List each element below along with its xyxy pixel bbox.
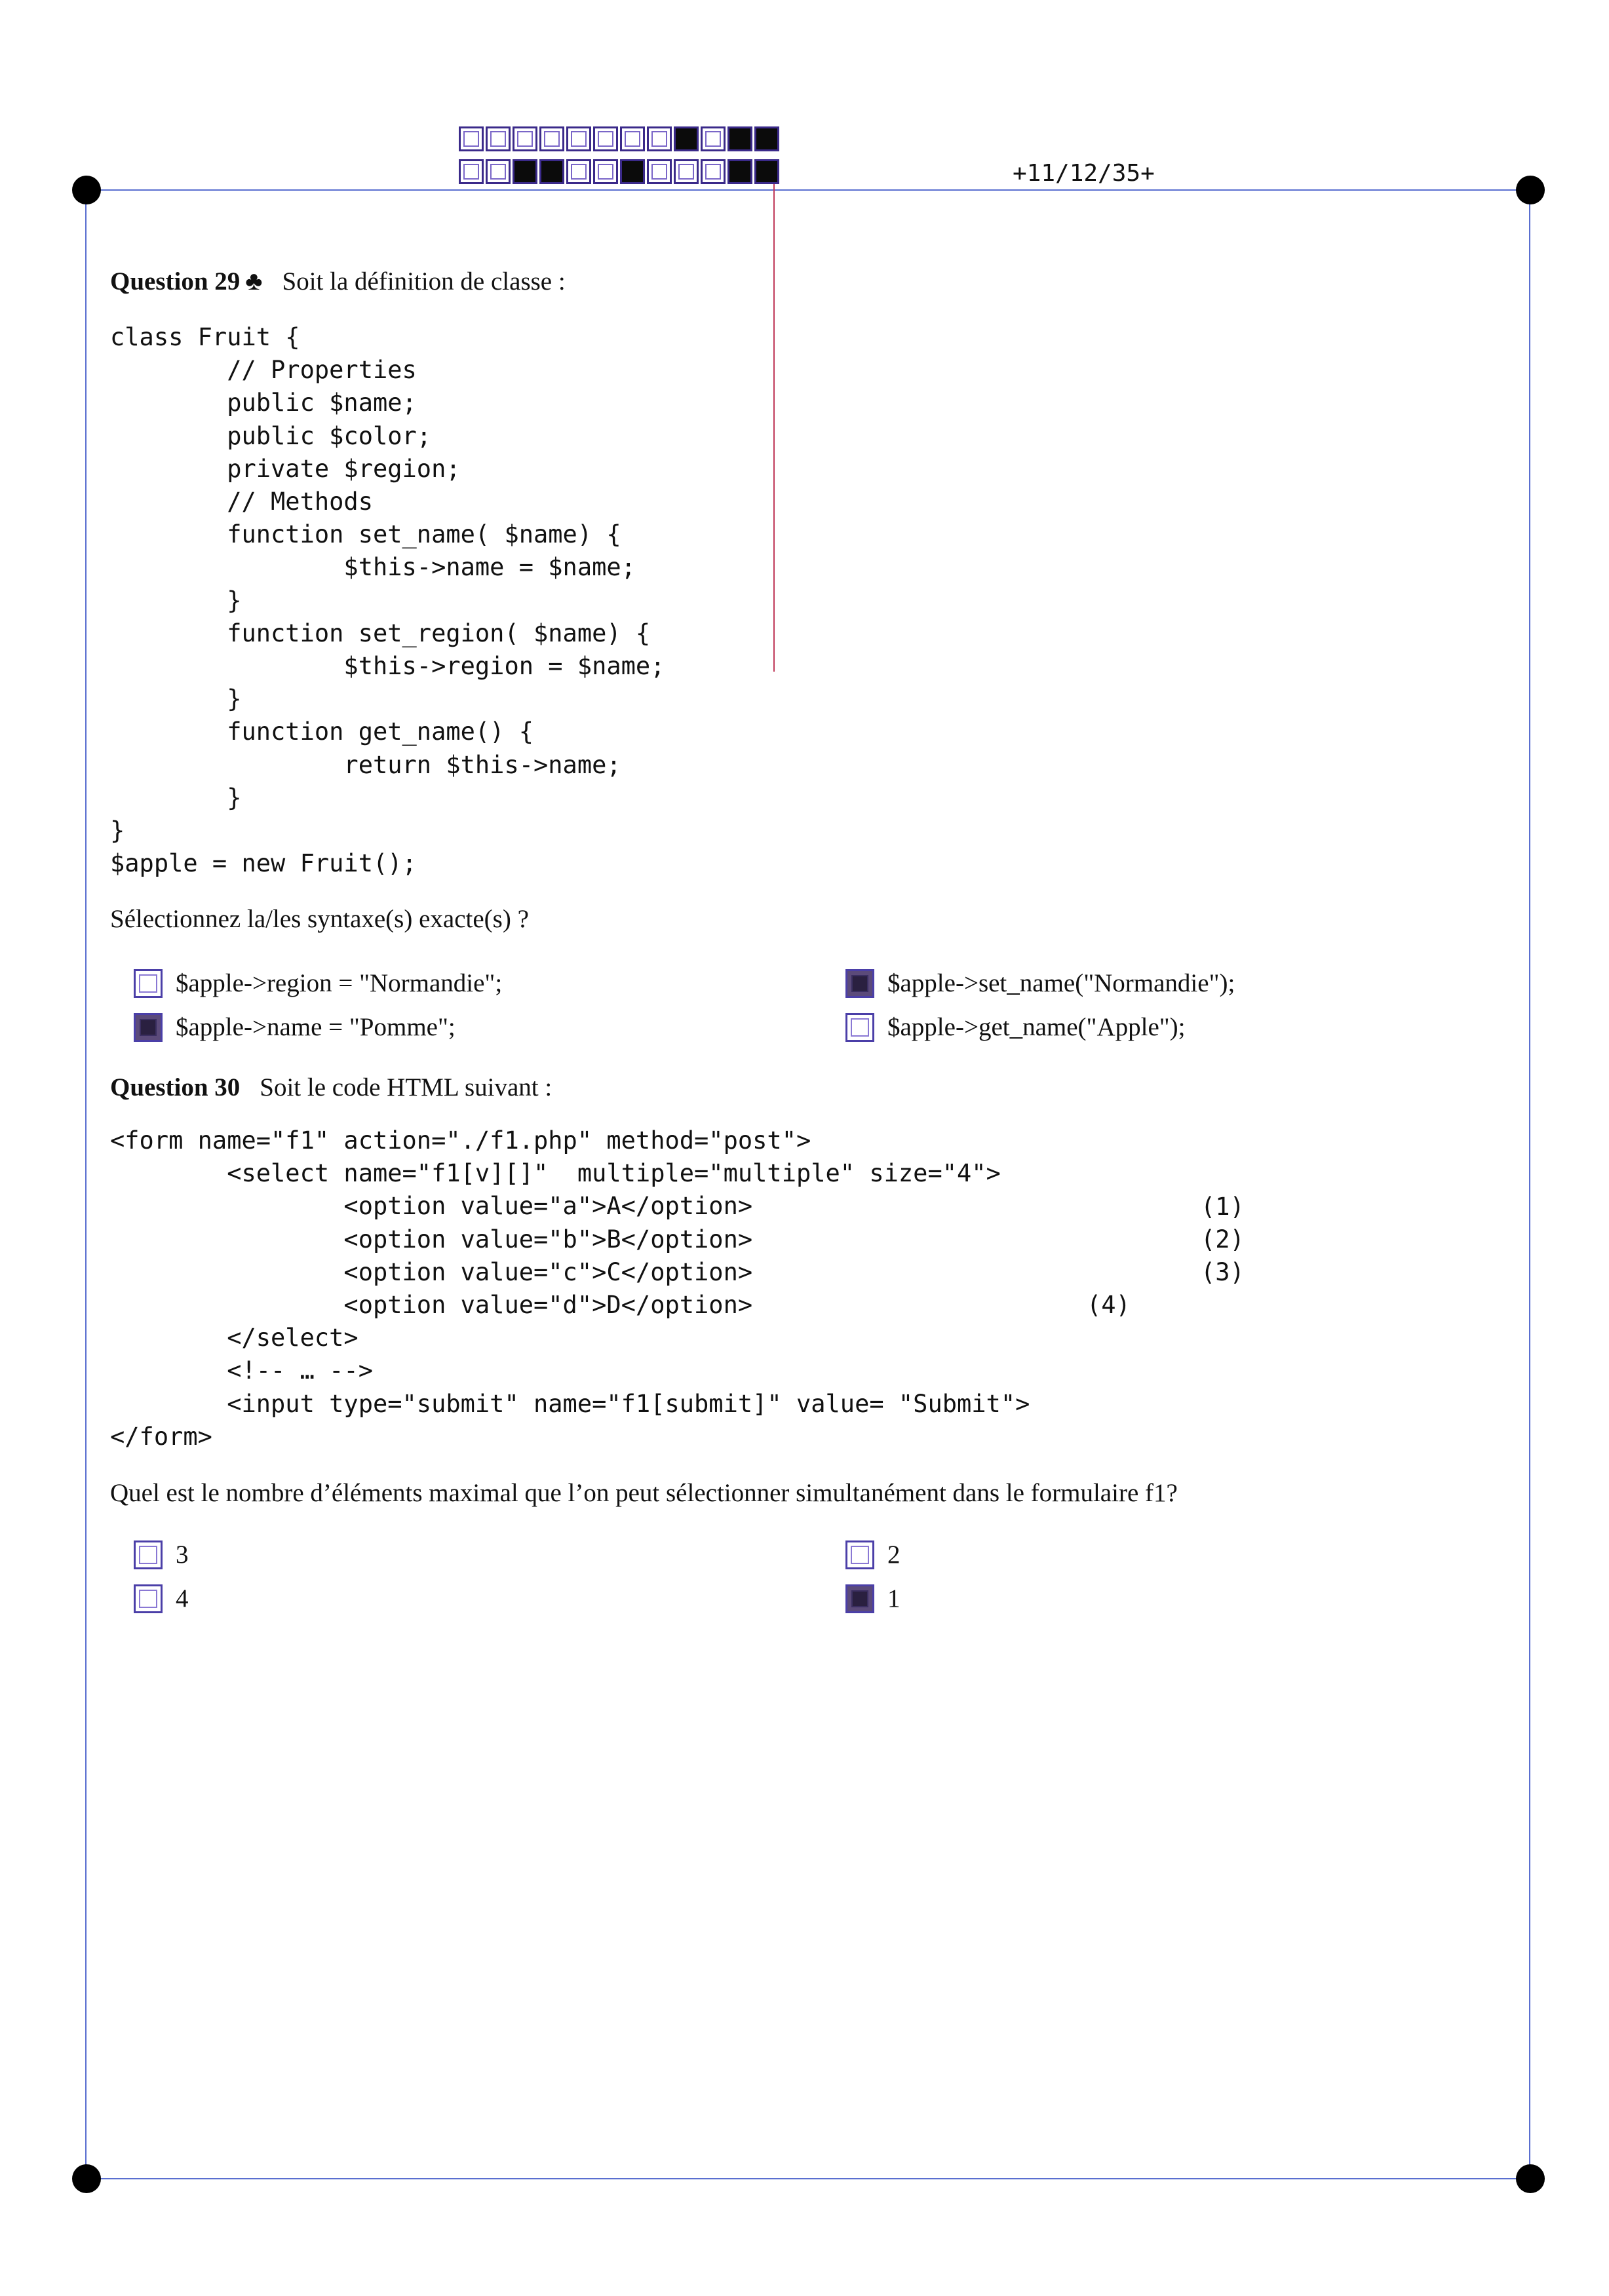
question-intro: Soit le code HTML suivant :	[260, 1073, 552, 1101]
barcode-cell-filled	[513, 159, 537, 184]
checkbox[interactable]	[134, 1540, 163, 1569]
answer-label: $apple->set_name("Normandie");	[887, 969, 1235, 997]
barcode-cell-empty	[539, 126, 564, 151]
q29-answer-4[interactable]	[845, 1012, 1186, 1042]
question-intro: Soit la définition de classe :	[282, 267, 566, 296]
answer-label: 3	[176, 1540, 189, 1569]
q29-answer-3[interactable]	[134, 1012, 456, 1042]
frame-top-line	[85, 189, 1530, 191]
corner-mark-bottom-left	[72, 2164, 101, 2193]
answer-label: $apple->region = "Normandie";	[176, 969, 503, 997]
checkbox[interactable]	[134, 969, 163, 998]
barcode-cell-empty	[459, 126, 484, 151]
question-number: Question 30	[110, 1073, 241, 1101]
q30-answer-3[interactable]	[134, 1584, 189, 1613]
q30-code-block: <form name="f1" action="./f1.php" method="post"> <select name="f1[v][]" multiple="multiple" size="4"> <option value="a">A</option> <option value="b">B</option> <option value="c">C</option> <option value="d">D</option> </select> <!-- … --> <input type="submit" name="f1[submit]" value= "Submit"> </form>	[110, 1126, 1030, 1451]
code-marker-2: (2)	[1201, 1225, 1245, 1253]
answer-label: $apple->name = "Pomme";	[176, 1013, 456, 1041]
corner-mark-bottom-right	[1516, 2164, 1545, 2193]
club-icon: ♣	[245, 266, 263, 296]
question-number: Question 29	[110, 267, 241, 296]
barcode-cell-empty	[486, 126, 511, 151]
barcode-cell-empty	[701, 126, 726, 151]
question-30-title	[110, 1073, 552, 1102]
checkbox[interactable]	[845, 1013, 874, 1042]
frame-left-line	[85, 189, 87, 2179]
barcode-cell-empty	[647, 126, 672, 151]
code-marker-4: (4)	[1087, 1291, 1131, 1319]
frame-right-line	[1529, 189, 1530, 2179]
barcode-top-row	[459, 126, 781, 151]
q30-prompt: Quel est le nombre d’éléments maximal que l’on peut sélectionner simultanément dans le formulaire f1?	[110, 1479, 1178, 1507]
barcode-cell-empty	[566, 159, 591, 184]
barcode-cell-empty	[593, 126, 618, 151]
barcode-cell-empty	[486, 159, 511, 184]
barcode-cell-empty	[459, 159, 484, 184]
checkbox-checked[interactable]	[845, 969, 874, 998]
barcode-cell-empty	[593, 159, 618, 184]
barcode-guide-line	[773, 177, 775, 672]
corner-mark-top-left	[72, 176, 101, 204]
answer-label: $apple->get_name("Apple");	[887, 1013, 1186, 1041]
q30-answer-1[interactable]	[134, 1540, 189, 1569]
frame-bottom-line	[85, 2178, 1530, 2179]
barcode-cell-filled	[754, 126, 779, 151]
barcode-cell-filled	[539, 159, 564, 184]
answer-label: 1	[887, 1584, 901, 1613]
q29-code-block: class Fruit { // Properties public $name; public $color; private $region; // Methods function set_name( $name) { $this->name = $name; } function set_region( $name) { $this->region = $name; } function get_name() { return $this->name; } } $apple = new Fruit();	[110, 323, 665, 878]
code-marker-3: (3)	[1201, 1258, 1245, 1286]
barcode-cell-filled	[727, 159, 752, 184]
barcode-cell-filled	[754, 159, 779, 184]
checkbox-checked[interactable]	[134, 1013, 163, 1042]
checkbox[interactable]	[845, 1540, 874, 1569]
q29-prompt: Sélectionnez la/les syntaxe(s) exacte(s) ?	[110, 905, 529, 933]
barcode-cell-filled	[727, 126, 752, 151]
corner-mark-top-right	[1516, 176, 1545, 204]
checkbox-checked[interactable]	[845, 1584, 874, 1613]
q29-answer-1[interactable]	[134, 968, 502, 998]
answer-label: 4	[176, 1584, 189, 1613]
barcode-cell-empty	[674, 159, 699, 184]
barcode-cell-filled	[620, 159, 645, 184]
barcode-cell-empty	[647, 159, 672, 184]
q30-answer-4[interactable]	[845, 1584, 901, 1613]
page-id: +11/12/35+	[1013, 160, 1155, 187]
code-marker-1: (1)	[1201, 1193, 1245, 1221]
q29-answer-2[interactable]	[845, 968, 1235, 998]
q30-answer-2[interactable]	[845, 1540, 901, 1569]
checkbox[interactable]	[134, 1584, 163, 1613]
barcode-bottom-row	[459, 159, 781, 184]
barcode-cell-filled	[674, 126, 699, 151]
barcode-cell-empty	[513, 126, 537, 151]
answer-label: 2	[887, 1540, 901, 1569]
question-29-title	[110, 265, 566, 296]
barcode-cell-empty	[701, 159, 726, 184]
barcode-cell-empty	[620, 126, 645, 151]
barcode-cell-empty	[566, 126, 591, 151]
